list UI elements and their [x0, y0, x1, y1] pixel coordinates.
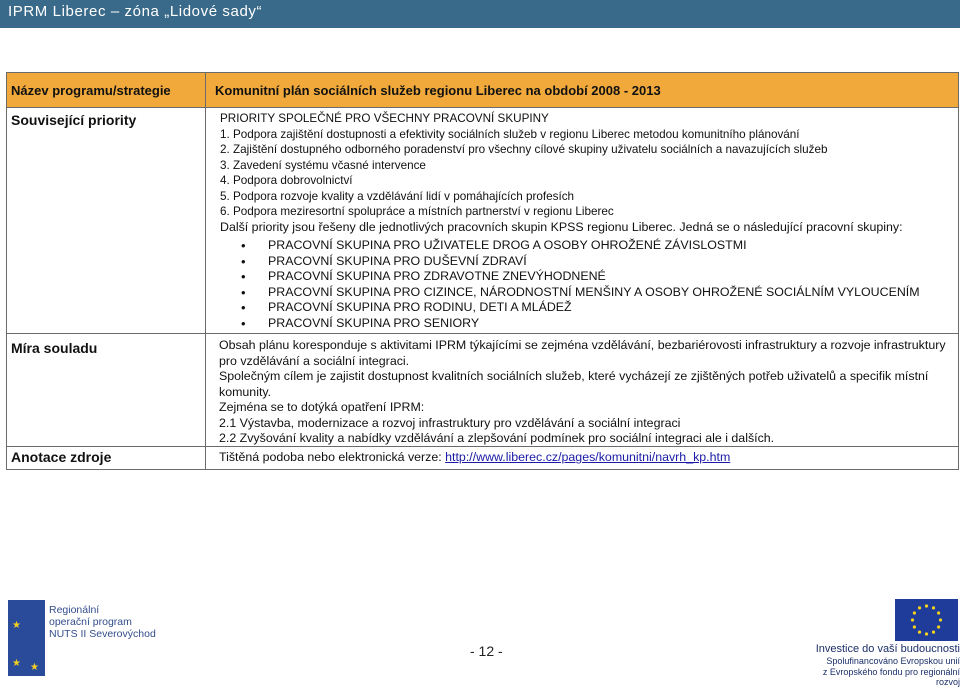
eu-flag-icon: [895, 599, 958, 641]
eu-stars-icon: [895, 599, 958, 641]
list-item: • PRACOVNÍ SKUPINA PRO ZDRAVOTNE ZNEVÝHODNENÉ: [220, 269, 954, 285]
row-label-source: Anotace zdroje: [11, 449, 112, 466]
row-label-priorities: Související priority: [11, 112, 137, 128]
table-row: [7, 447, 959, 470]
row-label-cell: [7, 334, 206, 447]
list-item: • PRACOVNÍ SKUPINA PRO DUŠEVNÍ ZDRAVÍ: [220, 254, 954, 270]
header-label-cell: [7, 73, 206, 108]
row-label-compliance: Míra souladu: [11, 340, 98, 357]
rop-line: NUTS II Severovýchod: [49, 628, 156, 640]
compliance-line: Zejména se to dotýká opatření IPRM:: [219, 400, 425, 415]
rop-line: Regionální: [49, 604, 100, 616]
list-item: • PRACOVNÍ SKUPINA PRO CIZINCE, NÁRODNOSTNÍ MENŠINY A OSOBY OHROŽENÉ SOCIÁLNÍM VYLOUCENÍM: [220, 285, 954, 301]
priority-line: 4. Podpora dobrovolnictví: [220, 174, 353, 187]
rop-text: [49, 604, 156, 640]
header-bar: [0, 0, 960, 28]
list-item: • PRACOVNÍ SKUPINA PRO UŽIVATELE DROG A OSOBY OHROŽENÉ ZÁVISLOSTMI: [220, 238, 954, 254]
eu-fund: z Evropského fondu pro regionální rozvoj: [822, 666, 960, 687]
page-number: - 12 -: [470, 643, 503, 659]
rop-line: operační program: [49, 616, 132, 628]
star-icon: ★: [12, 620, 21, 631]
priorities-intro: Další priority jsou řešeny dle jednotlivých pracovních skupin KPSS regionu Liberec. Jedná se o následující pracovní skupiny:: [220, 219, 903, 234]
eu-slogan: Investice do vaší budoucnosti: [815, 643, 960, 655]
list-item: • PRACOVNÍ SKUPINA PRO SENIORY: [220, 316, 954, 332]
footer: [0, 598, 960, 687]
priority-line: PRIORITY SPOLEČNÉ PRO VŠECHNY PRACOVNÍ SKUPINY: [220, 112, 549, 125]
list-item: • PRACOVNÍ SKUPINA PRO RODINU, DETI A MLÁDEŽ: [220, 300, 954, 316]
row-label-cell: [7, 108, 206, 334]
priorities-content: [206, 108, 958, 331]
table-row: [7, 108, 959, 334]
star-icon: ★: [30, 662, 39, 673]
source-link[interactable]: http://www.liberec.cz/pages/komunitni/navrh_kp.htm: [445, 450, 731, 465]
priority-line: 1. Podpora zajištění dostupnosti a efektivity sociálních služeb v regionu Liberec metodou komunitního plánování: [220, 127, 800, 141]
program-table: [6, 72, 959, 470]
star-icon: ★: [12, 658, 21, 669]
compliance-line: Společným cílem je zajistit dostupnost kvalitních sociálních služeb, které vycházejí ze zjištěných potřeb uživatelů a specifik místní komunity.: [219, 369, 929, 399]
header-title-cell: [206, 73, 959, 108]
compliance-line: Obsah plánu koresponduje s aktivitami IPRM týkajícími se zejména vzdělávání, bezbariérovosti infrastruktury a rozvoje infrastruktury pro vzdělávání a sociální integraci.: [219, 338, 946, 368]
row-content-cell: [206, 108, 959, 334]
compliance-line: 2.2 Zvyšování kvality a nabídky vzdělávání a zlepšování podmínek pro sociální integraci ale i dalších.: [219, 430, 775, 445]
compliance-content: [206, 334, 958, 446]
priority-line: 2. Zajištění dostupného odborného poradenství pro všechny cílové skupiny uživatelu sociálních a navazujících služeb: [220, 143, 828, 156]
header-label: Název programu/strategie: [11, 82, 171, 98]
priority-line: 5. Podpora rozvoje kvality a vzdělávání lidí v pomáhajících profesích: [220, 189, 575, 203]
priority-line: 6. Podpora meziresortní spolupráce a místních partnerství v regionu Liberec: [220, 205, 614, 218]
source-text: Tištěná podoba nebo elektronická verze:: [219, 450, 446, 465]
compliance-line: 2.1 Výstavba, modernizace a rozvoj infrastruktury pro vzdělávání a sociální integraci: [219, 415, 681, 430]
table-row: [7, 334, 959, 447]
row-content-cell: [206, 447, 959, 470]
table-header-row: [7, 73, 959, 108]
header-title: Komunitní plán sociálních služeb regionu Liberec na období 2008 - 2013: [215, 82, 661, 98]
eu-cofinanced: Spolufinancováno Evropskou unií: [826, 656, 960, 666]
document-header-title: IPRM Liberec – zóna „Lidové sady“: [8, 3, 263, 20]
row-label-cell: [7, 447, 206, 470]
eu-text: [800, 643, 960, 688]
priority-line: 3. Zavedení systému včasné intervence: [220, 158, 426, 172]
source-content: [206, 447, 958, 465]
row-content-cell: [206, 334, 959, 447]
working-groups-list: [220, 238, 954, 332]
rop-logo: [8, 600, 45, 676]
